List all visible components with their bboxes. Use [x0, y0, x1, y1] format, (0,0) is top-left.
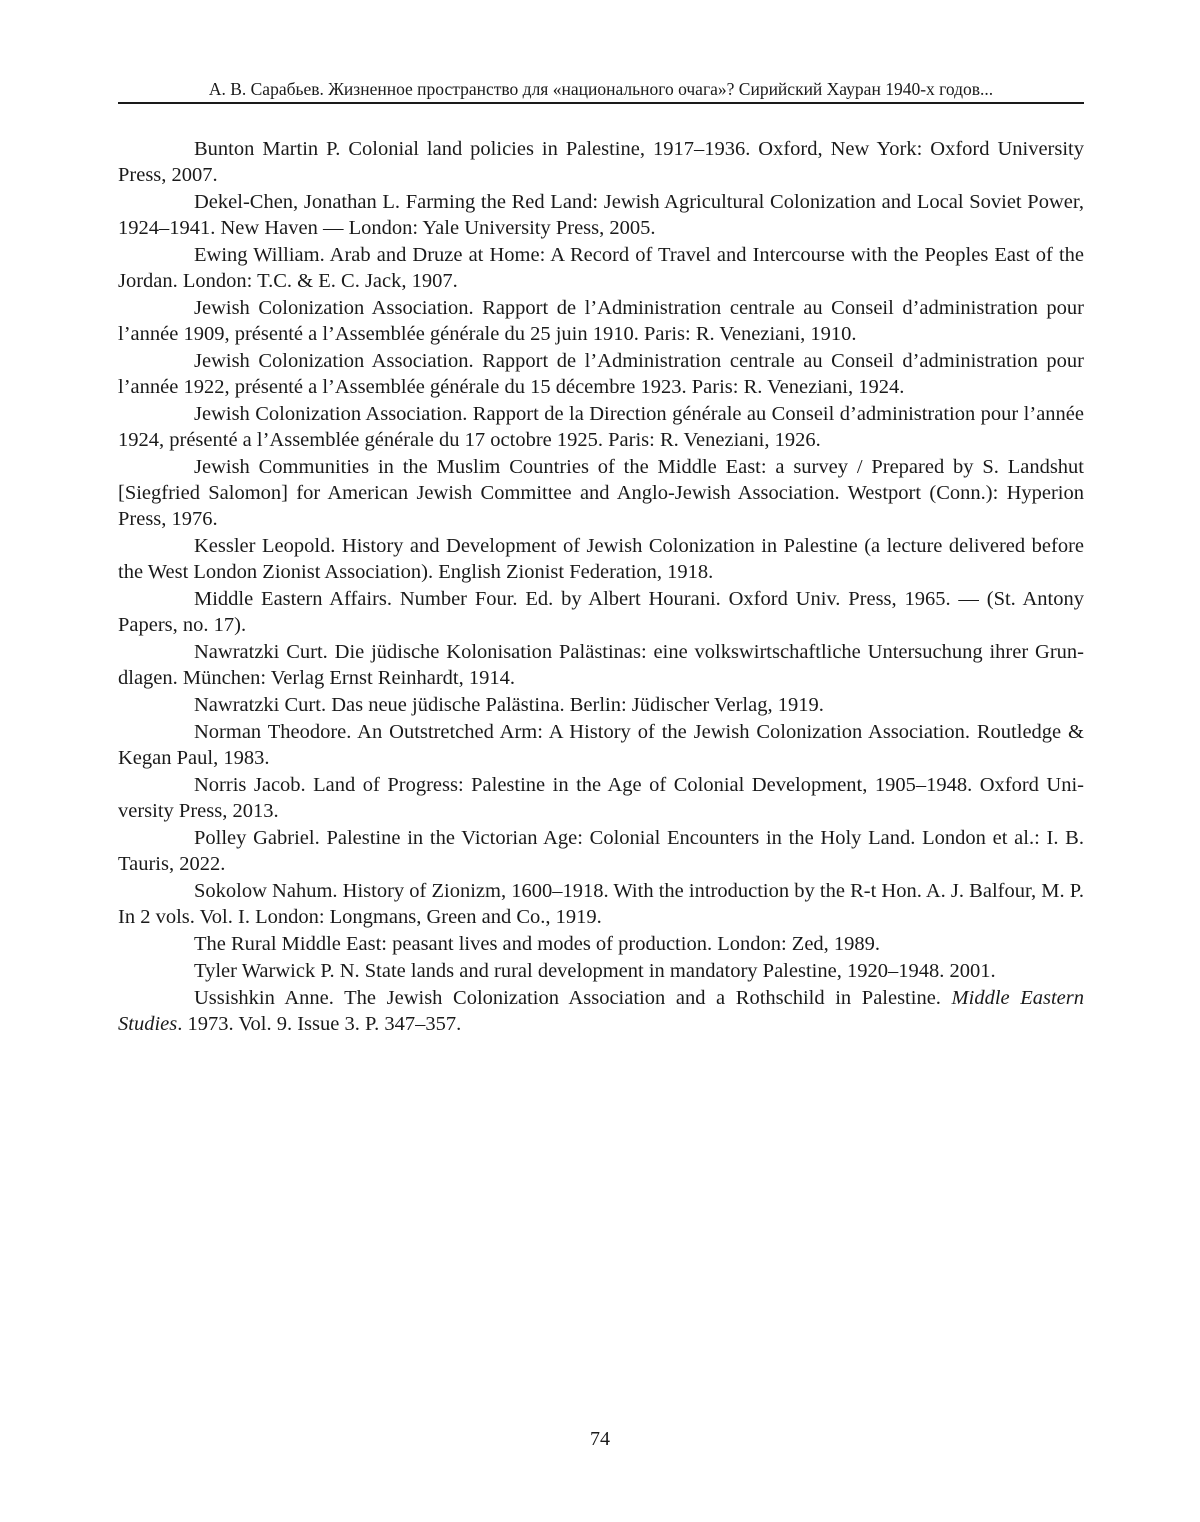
reference-text: Norris Jacob. Land of Progress: Palestine in the Age of Colonial Development, 1905–1948. Oxford University Press, 2013. [118, 774, 1084, 822]
running-header [118, 78, 1084, 104]
journal-title: Middle Eastern Studies [118, 987, 1085, 1035]
reference-text: Dekel-Chen, Jonathan L. Farming the Red Land: Jewish Agricultural Colonization and Local Soviet Power, 1924–1941. New Haven — London: Yale University Press, 2005. [118, 191, 1084, 239]
reference-text: Jewish Colonization Association. Rapport de la Direction générale au Conseil d’administration pour l’année 1924, présenté a l’Assemblée générale du 17 octobre 1925. Paris: R. Veneziani, 1926. [118, 403, 1084, 451]
reference-entry [118, 692, 1084, 718]
reference-entry [118, 242, 1084, 294]
page-number-text: 74 [590, 1428, 610, 1450]
reference-list [118, 136, 1084, 1038]
reference-text: Middle Eastern Affairs. Number Four. Ed. by Albert Hourani. Oxford Univ. Press, 1965. — (St. Antony Papers, no. 17). [118, 588, 1084, 636]
reference-text: Nawratzki Curt. Die jüdische Kolonisation Palästinas: eine volkswirtschaftliche Untersuchung ihrer Grundlagen. München: Verlag Ernst Reinhardt, 1914. [118, 641, 1084, 689]
reference-entry [118, 639, 1084, 691]
reference-tail: . 1973. Vol. 9. Issue 3. P. 347–357. [177, 1013, 462, 1035]
reference-entry [118, 136, 1084, 188]
reference-entry [118, 719, 1084, 771]
reference-entry [118, 533, 1084, 585]
reference-text: Jewish Colonization Association. Rapport de l’Administration centrale au Conseil d’administration pour l’année 1909, présenté a l’Assemblée générale du 25 juin 1910. Paris: R. Veneziani, 1910. [118, 297, 1084, 345]
running-title: А. В. Сарабьев. Жизненное пространство для «национального очага»? Сирийский Хауран 1940-х годов... [208, 79, 994, 99]
reference-text: Jewish Communities in the Muslim Countries of the Middle East: a survey / Prepared by S. Landshut [Siegfried Salomon] for American Jewish Committee and Anglo-Jewish Association. Westport (Conn.): Hyperion Press, 1976. [118, 456, 1084, 530]
reference-entry [118, 454, 1084, 532]
reference-text: Nawratzki Curt. Das neue jüdische Palästina. Berlin: Jüdischer Verlag, 1919. [194, 694, 824, 716]
reference-text: Tyler Warwick P. N. State lands and rural development in mandatory Palestine, 1920–1948. 2001. [194, 960, 996, 982]
reference-entry [118, 401, 1084, 453]
reference-entry [118, 825, 1084, 877]
reference-text: Bunton Martin P. Colonial land policies in Palestine, 1917–1936. Oxford, New York: Oxford University Press, 2007. [118, 138, 1084, 186]
reference-entry [118, 189, 1084, 241]
reference-entry [118, 295, 1084, 347]
reference-text: Jewish Colonization Association. Rapport de l’Administration centrale au Conseil d’administration pour l’année 1922, présenté a l’Assemblée générale du 15 décembre 1923. Paris: R. Veneziani, 1924. [118, 350, 1084, 398]
reference-entry [118, 348, 1084, 400]
reference-entry [118, 586, 1084, 638]
page-number [0, 1427, 1200, 1451]
reference-text: Kessler Leopold. History and Development of Jewish Colonization in Palestine (a lecture delivered before the West London Zionist Association). English Zionist Federation, 1918. [118, 535, 1084, 583]
reference-text: The Rural Middle East: peasant lives and modes of production. London: Zed, 1989. [194, 933, 881, 955]
reference-entry [118, 985, 1084, 1037]
reference-text: Ussishkin Anne. The Jewish Colonization Association and a Rothschild in Palestine. [194, 987, 952, 1009]
reference-entry [118, 772, 1084, 824]
reference-text: Norman Theodore. An Outstretched Arm: A History of the Jewish Colonization Association. Routledge & Kegan Paul, 1983. [118, 721, 1084, 769]
reference-entry [118, 931, 1084, 957]
reference-text: Sokolow Nahum. History of Zionizm, 1600–1918. With the introduction by the R-t Hon. A. J. Balfour, M. P. In 2 vols. Vol. I. London: Longmans, Green and Co., 1919. [118, 880, 1084, 928]
reference-text: Ewing William. Arab and Druze at Home: A Record of Travel and Intercourse with the Peoples East of the Jordan. London: T.C. & E. C. Jack, 1907. [118, 244, 1084, 292]
reference-entry [118, 878, 1084, 930]
reference-text: Polley Gabriel. Palestine in the Victorian Age: Colonial Encounters in the Holy Land. London et al.: I. B. Tauris, 2022. [118, 827, 1084, 875]
reference-entry [118, 958, 1084, 984]
